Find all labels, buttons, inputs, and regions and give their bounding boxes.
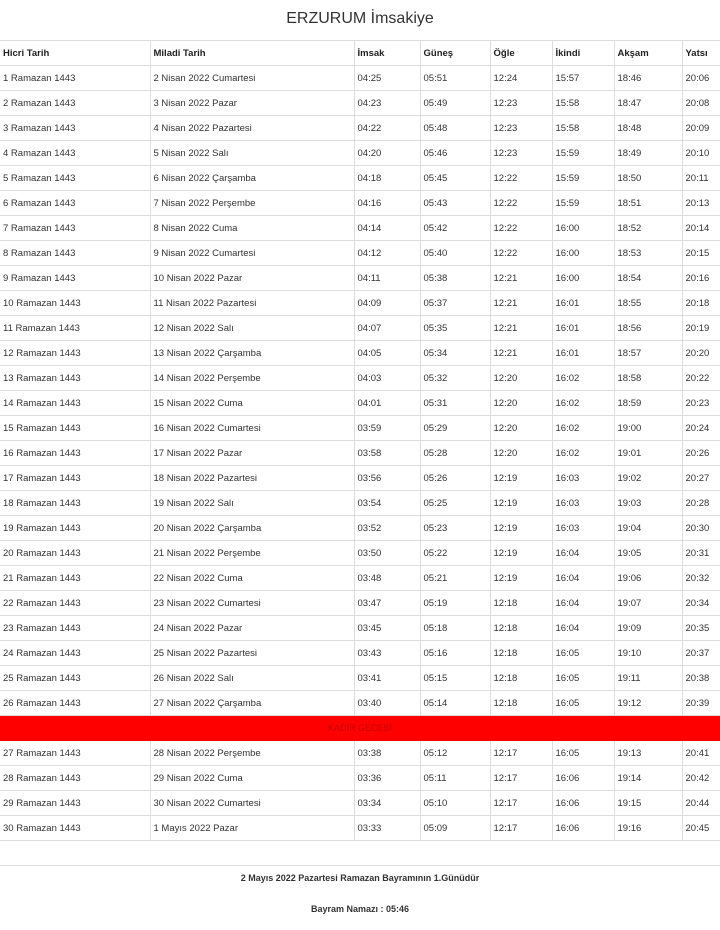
cell-aksam: 18:56 (614, 316, 682, 341)
cell-hicri-tarih: 29 Ramazan 1443 (0, 791, 150, 816)
cell-miladi-tarih: 29 Nisan 2022 Cuma (150, 766, 354, 791)
cell-miladi-tarih: 14 Nisan 2022 Perşembe (150, 366, 354, 391)
cell-ogle: 12:18 (490, 616, 552, 641)
cell-hicri-tarih: 9 Ramazan 1443 (0, 266, 150, 291)
table-row (0, 666, 720, 691)
cell-hicri-tarih: 7 Ramazan 1443 (0, 216, 150, 241)
cell-yatsi: 20:38 (682, 666, 720, 691)
cell-gunes: 05:18 (420, 616, 490, 641)
cell-yatsi: 20:32 (682, 566, 720, 591)
cell-imsak: 03:33 (354, 816, 420, 841)
cell-imsak: 03:54 (354, 491, 420, 516)
cell-aksam: 18:50 (614, 166, 682, 191)
cell-yatsi: 20:16 (682, 266, 720, 291)
cell-hicri-tarih: 20 Ramazan 1443 (0, 541, 150, 566)
cell-yatsi: 20:22 (682, 366, 720, 391)
cell-aksam: 19:16 (614, 816, 682, 841)
cell-aksam: 19:03 (614, 491, 682, 516)
cell-ikindi: 16:00 (552, 241, 614, 266)
table-row (0, 241, 720, 266)
cell-yatsi: 20:45 (682, 816, 720, 841)
cell-hicri-tarih: 17 Ramazan 1443 (0, 466, 150, 491)
table-row (0, 591, 720, 616)
cell-miladi-tarih: 4 Nisan 2022 Pazartesi (150, 116, 354, 141)
cell-gunes: 05:15 (420, 666, 490, 691)
table-row (0, 466, 720, 491)
cell-miladi-tarih: 25 Nisan 2022 Pazartesi (150, 641, 354, 666)
cell-aksam: 19:00 (614, 416, 682, 441)
cell-ikindi: 16:03 (552, 491, 614, 516)
cell-ikindi: 16:03 (552, 516, 614, 541)
cell-imsak: 03:38 (354, 741, 420, 766)
cell-miladi-tarih: 16 Nisan 2022 Cumartesi (150, 416, 354, 441)
cell-aksam: 19:09 (614, 616, 682, 641)
cell-imsak: 04:07 (354, 316, 420, 341)
cell-ogle: 12:17 (490, 816, 552, 841)
cell-ogle: 12:18 (490, 591, 552, 616)
table-row (0, 216, 720, 241)
cell-aksam: 19:13 (614, 741, 682, 766)
cell-yatsi: 20:44 (682, 791, 720, 816)
cell-ikindi: 16:05 (552, 666, 614, 691)
cell-ikindi: 15:59 (552, 141, 614, 166)
cell-aksam: 18:49 (614, 141, 682, 166)
cell-miladi-tarih: 15 Nisan 2022 Cuma (150, 391, 354, 416)
cell-hicri-tarih: 25 Ramazan 1443 (0, 666, 150, 691)
cell-ogle: 12:21 (490, 316, 552, 341)
cell-ogle: 12:21 (490, 341, 552, 366)
cell-ogle: 12:19 (490, 491, 552, 516)
cell-hicri-tarih: 23 Ramazan 1443 (0, 616, 150, 641)
cell-imsak: 03:43 (354, 641, 420, 666)
cell-ikindi: 16:02 (552, 416, 614, 441)
cell-imsak: 04:03 (354, 366, 420, 391)
cell-gunes: 05:35 (420, 316, 490, 341)
cell-imsak: 03:58 (354, 441, 420, 466)
cell-gunes: 05:10 (420, 791, 490, 816)
cell-hicri-tarih: 4 Ramazan 1443 (0, 141, 150, 166)
cell-ogle: 12:18 (490, 666, 552, 691)
cell-aksam: 18:57 (614, 341, 682, 366)
cell-aksam: 18:52 (614, 216, 682, 241)
cell-ikindi: 15:59 (552, 191, 614, 216)
cell-hicri-tarih: 27 Ramazan 1443 (0, 741, 150, 766)
cell-imsak: 04:18 (354, 166, 420, 191)
table-row (0, 366, 720, 391)
cell-miladi-tarih: 22 Nisan 2022 Cuma (150, 566, 354, 591)
cell-ikindi: 16:04 (552, 616, 614, 641)
cell-ikindi: 16:04 (552, 541, 614, 566)
cell-imsak: 03:40 (354, 691, 420, 716)
cell-miladi-tarih: 2 Nisan 2022 Cumartesi (150, 66, 354, 91)
cell-ikindi: 16:02 (552, 441, 614, 466)
cell-aksam: 18:48 (614, 116, 682, 141)
cell-yatsi: 20:42 (682, 766, 720, 791)
cell-yatsi: 20:11 (682, 166, 720, 191)
header-aksam: Akşam (614, 41, 682, 66)
table-row (0, 316, 720, 341)
cell-yatsi: 20:09 (682, 116, 720, 141)
cell-hicri-tarih: 26 Ramazan 1443 (0, 691, 150, 716)
cell-miladi-tarih: 26 Nisan 2022 Salı (150, 666, 354, 691)
table-row (0, 491, 720, 516)
table-row (0, 516, 720, 541)
header-ogle: Öğle (490, 41, 552, 66)
cell-hicri-tarih: 10 Ramazan 1443 (0, 291, 150, 316)
cell-imsak: 03:45 (354, 616, 420, 641)
cell-ogle: 12:22 (490, 166, 552, 191)
cell-miladi-tarih: 12 Nisan 2022 Salı (150, 316, 354, 341)
table-row (0, 266, 720, 291)
cell-miladi-tarih: 23 Nisan 2022 Cumartesi (150, 591, 354, 616)
table-row (0, 416, 720, 441)
bayram-namazi: Bayram Namazı : 05:46 (310, 904, 410, 914)
cell-ogle: 12:18 (490, 641, 552, 666)
cell-gunes: 05:48 (420, 116, 490, 141)
table-row (0, 766, 720, 791)
cell-ikindi: 16:05 (552, 741, 614, 766)
cell-imsak: 04:16 (354, 191, 420, 216)
cell-ogle: 12:18 (490, 691, 552, 716)
cell-imsak: 03:50 (354, 541, 420, 566)
cell-miladi-tarih: 5 Nisan 2022 Salı (150, 141, 354, 166)
cell-gunes: 05:19 (420, 591, 490, 616)
cell-hicri-tarih: 18 Ramazan 1443 (0, 491, 150, 516)
cell-ogle: 12:17 (490, 791, 552, 816)
cell-hicri-tarih: 14 Ramazan 1443 (0, 391, 150, 416)
cell-ogle: 12:21 (490, 266, 552, 291)
cell-ogle: 12:19 (490, 566, 552, 591)
table-row (0, 541, 720, 566)
header-yatsi: Yatsı (682, 41, 720, 66)
table-row (0, 616, 720, 641)
table-row (0, 741, 720, 766)
cell-ikindi: 16:01 (552, 291, 614, 316)
cell-gunes: 05:22 (420, 541, 490, 566)
cell-ikindi: 16:05 (552, 691, 614, 716)
cell-miladi-tarih: 28 Nisan 2022 Perşembe (150, 741, 354, 766)
cell-aksam: 19:15 (614, 791, 682, 816)
cell-aksam: 19:06 (614, 566, 682, 591)
cell-ogle: 12:20 (490, 416, 552, 441)
cell-ogle: 12:20 (490, 391, 552, 416)
cell-gunes: 05:16 (420, 641, 490, 666)
cell-ogle: 12:22 (490, 216, 552, 241)
cell-hicri-tarih: 15 Ramazan 1443 (0, 416, 150, 441)
cell-yatsi: 20:24 (682, 416, 720, 441)
table-row (0, 141, 720, 166)
cell-miladi-tarih: 19 Nisan 2022 Salı (150, 491, 354, 516)
cell-ikindi: 15:59 (552, 166, 614, 191)
cell-aksam: 18:54 (614, 266, 682, 291)
cell-imsak: 04:14 (354, 216, 420, 241)
cell-gunes: 05:40 (420, 241, 490, 266)
cell-miladi-tarih: 30 Nisan 2022 Cumartesi (150, 791, 354, 816)
cell-gunes: 05:34 (420, 341, 490, 366)
cell-gunes: 05:28 (420, 441, 490, 466)
footer (0, 865, 720, 914)
cell-miladi-tarih: 21 Nisan 2022 Perşembe (150, 541, 354, 566)
table-row (0, 341, 720, 366)
cell-imsak: 04:12 (354, 241, 420, 266)
cell-yatsi: 20:39 (682, 691, 720, 716)
cell-miladi-tarih: 10 Nisan 2022 Pazar (150, 266, 354, 291)
cell-ikindi: 16:00 (552, 266, 614, 291)
cell-ogle: 12:21 (490, 291, 552, 316)
cell-yatsi: 20:30 (682, 516, 720, 541)
cell-gunes: 05:23 (420, 516, 490, 541)
cell-hicri-tarih: 30 Ramazan 1443 (0, 816, 150, 841)
cell-aksam: 18:59 (614, 391, 682, 416)
cell-gunes: 05:25 (420, 491, 490, 516)
cell-ogle: 12:23 (490, 116, 552, 141)
header-miladi-tarih: Miladi Tarih (150, 41, 354, 66)
cell-ogle: 12:19 (490, 541, 552, 566)
cell-aksam: 19:11 (614, 666, 682, 691)
cell-miladi-tarih: 6 Nisan 2022 Çarşamba (150, 166, 354, 191)
cell-imsak: 04:25 (354, 66, 420, 91)
table-row (0, 816, 720, 841)
cell-aksam: 18:58 (614, 366, 682, 391)
cell-gunes: 05:43 (420, 191, 490, 216)
cell-imsak: 03:34 (354, 791, 420, 816)
cell-imsak: 04:22 (354, 116, 420, 141)
cell-hicri-tarih: 28 Ramazan 1443 (0, 766, 150, 791)
cell-ikindi: 15:57 (552, 66, 614, 91)
cell-ikindi: 16:04 (552, 566, 614, 591)
cell-imsak: 03:56 (354, 466, 420, 491)
cell-hicri-tarih: 6 Ramazan 1443 (0, 191, 150, 216)
cell-aksam: 19:07 (614, 591, 682, 616)
cell-yatsi: 20:18 (682, 291, 720, 316)
cell-yatsi: 20:31 (682, 541, 720, 566)
table-row (0, 641, 720, 666)
cell-yatsi: 20:14 (682, 216, 720, 241)
cell-ikindi: 16:04 (552, 591, 614, 616)
cell-ikindi: 16:01 (552, 316, 614, 341)
cell-yatsi: 20:28 (682, 491, 720, 516)
cell-aksam: 19:12 (614, 691, 682, 716)
cell-miladi-tarih: 18 Nisan 2022 Pazartesi (150, 466, 354, 491)
cell-hicri-tarih: 12 Ramazan 1443 (0, 341, 150, 366)
cell-aksam: 19:05 (614, 541, 682, 566)
cell-aksam: 18:53 (614, 241, 682, 266)
cell-ikindi: 16:02 (552, 366, 614, 391)
cell-miladi-tarih: 3 Nisan 2022 Pazar (150, 91, 354, 116)
cell-hicri-tarih: 3 Ramazan 1443 (0, 116, 150, 141)
cell-gunes: 05:09 (420, 816, 490, 841)
cell-imsak: 03:59 (354, 416, 420, 441)
cell-imsak: 04:01 (354, 391, 420, 416)
cell-miladi-tarih: 11 Nisan 2022 Pazartesi (150, 291, 354, 316)
cell-miladi-tarih: 27 Nisan 2022 Çarşamba (150, 691, 354, 716)
cell-ikindi: 16:06 (552, 791, 614, 816)
cell-yatsi: 20:23 (682, 391, 720, 416)
cell-gunes: 05:12 (420, 741, 490, 766)
cell-hicri-tarih: 8 Ramazan 1443 (0, 241, 150, 266)
cell-imsak: 04:09 (354, 291, 420, 316)
cell-hicri-tarih: 1 Ramazan 1443 (0, 66, 150, 91)
table-header-row (0, 41, 720, 66)
cell-yatsi: 20:20 (682, 341, 720, 366)
cell-yatsi: 20:34 (682, 591, 720, 616)
cell-ogle: 12:19 (490, 466, 552, 491)
cell-yatsi: 20:06 (682, 66, 720, 91)
cell-miladi-tarih: 7 Nisan 2022 Perşembe (150, 191, 354, 216)
cell-imsak: 03:52 (354, 516, 420, 541)
cell-gunes: 05:21 (420, 566, 490, 591)
cell-hicri-tarih: 22 Ramazan 1443 (0, 591, 150, 616)
table-row (0, 391, 720, 416)
cell-gunes: 05:31 (420, 391, 490, 416)
cell-aksam: 19:01 (614, 441, 682, 466)
cell-ogle: 12:20 (490, 366, 552, 391)
cell-hicri-tarih: 2 Ramazan 1443 (0, 91, 150, 116)
cell-miladi-tarih: 13 Nisan 2022 Çarşamba (150, 341, 354, 366)
cell-ogle: 12:17 (490, 766, 552, 791)
cell-yatsi: 20:41 (682, 741, 720, 766)
cell-ogle: 12:17 (490, 741, 552, 766)
cell-hicri-tarih: 11 Ramazan 1443 (0, 316, 150, 341)
table-row (0, 291, 720, 316)
table-body (0, 66, 720, 841)
cell-miladi-tarih: 24 Nisan 2022 Pazar (150, 616, 354, 641)
cell-yatsi: 20:26 (682, 441, 720, 466)
cell-imsak: 04:20 (354, 141, 420, 166)
cell-gunes: 05:32 (420, 366, 490, 391)
cell-ikindi: 16:06 (552, 766, 614, 791)
cell-gunes: 05:11 (420, 766, 490, 791)
cell-hicri-tarih: 21 Ramazan 1443 (0, 566, 150, 591)
cell-aksam: 19:10 (614, 641, 682, 666)
cell-hicri-tarih: 19 Ramazan 1443 (0, 516, 150, 541)
imsakiye-table (0, 40, 720, 841)
table-row (0, 566, 720, 591)
cell-gunes: 05:29 (420, 416, 490, 441)
cell-gunes: 05:26 (420, 466, 490, 491)
table-row (0, 91, 720, 116)
cell-aksam: 19:02 (614, 466, 682, 491)
cell-hicri-tarih: 5 Ramazan 1443 (0, 166, 150, 191)
cell-gunes: 05:37 (420, 291, 490, 316)
cell-yatsi: 20:15 (682, 241, 720, 266)
cell-hicri-tarih: 24 Ramazan 1443 (0, 641, 150, 666)
cell-ikindi: 15:58 (552, 91, 614, 116)
cell-aksam: 18:47 (614, 91, 682, 116)
table-row (0, 691, 720, 716)
cell-hicri-tarih: 13 Ramazan 1443 (0, 366, 150, 391)
cell-miladi-tarih: 8 Nisan 2022 Cuma (150, 216, 354, 241)
cell-miladi-tarih: 20 Nisan 2022 Çarşamba (150, 516, 354, 541)
cell-yatsi: 20:27 (682, 466, 720, 491)
table-row (0, 116, 720, 141)
cell-aksam: 19:04 (614, 516, 682, 541)
cell-gunes: 05:38 (420, 266, 490, 291)
kadir-gecesi-row (0, 716, 720, 741)
bayram-note: 2 Mayıs 2022 Pazartesi Ramazan Bayramının 1.Günüdür (240, 873, 480, 883)
cell-ikindi: 15:58 (552, 116, 614, 141)
cell-imsak: 03:36 (354, 766, 420, 791)
kadir-gecesi-label: KADİR GECESİ (0, 716, 720, 741)
cell-yatsi: 20:13 (682, 191, 720, 216)
cell-imsak: 04:11 (354, 266, 420, 291)
table-row (0, 441, 720, 466)
cell-gunes: 05:51 (420, 66, 490, 91)
cell-yatsi: 20:10 (682, 141, 720, 166)
cell-ikindi: 16:02 (552, 391, 614, 416)
header-imsak: İmsak (354, 41, 420, 66)
header-hicri-tarih: Hicri Tarih (0, 41, 150, 66)
cell-gunes: 05:42 (420, 216, 490, 241)
cell-imsak: 04:23 (354, 91, 420, 116)
cell-aksam: 18:46 (614, 66, 682, 91)
cell-ogle: 12:22 (490, 191, 552, 216)
cell-ikindi: 16:05 (552, 641, 614, 666)
cell-ikindi: 16:06 (552, 816, 614, 841)
cell-ogle: 12:24 (490, 66, 552, 91)
cell-gunes: 05:45 (420, 166, 490, 191)
cell-ikindi: 16:03 (552, 466, 614, 491)
cell-miladi-tarih: 1 Mayıs 2022 Pazar (150, 816, 354, 841)
cell-gunes: 05:46 (420, 141, 490, 166)
cell-ikindi: 16:01 (552, 341, 614, 366)
table-row (0, 191, 720, 216)
cell-ogle: 12:23 (490, 91, 552, 116)
cell-gunes: 05:49 (420, 91, 490, 116)
cell-imsak: 03:48 (354, 566, 420, 591)
cell-ogle: 12:20 (490, 441, 552, 466)
cell-aksam: 18:55 (614, 291, 682, 316)
cell-miladi-tarih: 17 Nisan 2022 Pazar (150, 441, 354, 466)
cell-ogle: 12:19 (490, 516, 552, 541)
cell-yatsi: 20:08 (682, 91, 720, 116)
cell-aksam: 19:14 (614, 766, 682, 791)
cell-imsak: 03:47 (354, 591, 420, 616)
cell-imsak: 03:41 (354, 666, 420, 691)
cell-ogle: 12:23 (490, 141, 552, 166)
cell-ogle: 12:22 (490, 241, 552, 266)
page-title: ERZURUM İmsakiye (286, 10, 434, 27)
cell-ikindi: 16:00 (552, 216, 614, 241)
cell-gunes: 05:14 (420, 691, 490, 716)
cell-yatsi: 20:19 (682, 316, 720, 341)
cell-imsak: 04:05 (354, 341, 420, 366)
cell-hicri-tarih: 16 Ramazan 1443 (0, 441, 150, 466)
header-ikindi: İkindi (552, 41, 614, 66)
table-row (0, 166, 720, 191)
table-row (0, 66, 720, 91)
cell-yatsi: 20:37 (682, 641, 720, 666)
cell-miladi-tarih: 9 Nisan 2022 Cumartesi (150, 241, 354, 266)
table-row (0, 791, 720, 816)
cell-aksam: 18:51 (614, 191, 682, 216)
cell-yatsi: 20:35 (682, 616, 720, 641)
header-gunes: Güneş (420, 41, 490, 66)
